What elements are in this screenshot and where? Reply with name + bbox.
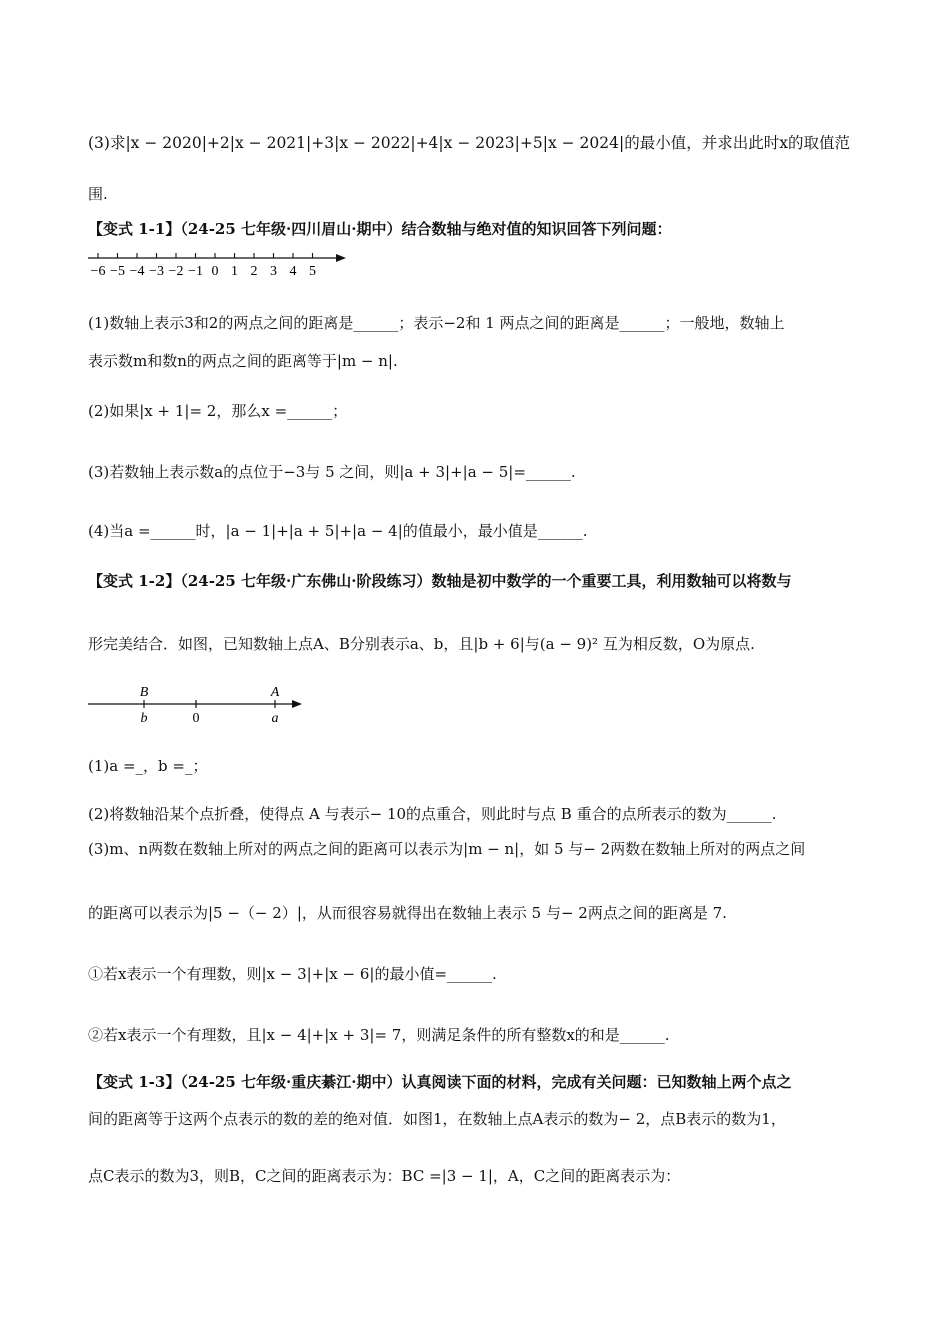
label-point-a: A [270, 685, 280, 700]
label-value-a: a [271, 711, 279, 726]
v12-q3-sub2: ②若x表示一个有理数，且|x − 4|+|x + 3|= 7，则满足条件的所有整数x的和是______. [88, 1026, 670, 1044]
number-line-1-tick-label: −5 [110, 264, 125, 279]
q4-line: (4)当a =______时，|a − 1|+|a + 5|+|a − 4|的值最小，最小值是______. [88, 522, 588, 540]
number-line-2 [86, 680, 316, 730]
number-line-1 [84, 244, 354, 280]
label-origin: 0 [192, 711, 200, 726]
q1-line1: (1)数轴上表示3和2的两点之间的距离是______；表示−2和 1 两点之间的距离是______；一般地，数轴上 [88, 314, 785, 332]
variant-1-1-heading: 【变式 1-1】（24-25 七年级·四川眉山·期中）结合数轴与绝对值的知识回答下列问题： [88, 220, 672, 238]
v12-q3-line1: (3)m、n两数在数轴上所对的两点之间的距离可以表示为|m − n|，如 5 与− 2两数在数轴上所对的两点之间 [88, 840, 806, 858]
number-line-1-axis [88, 254, 346, 262]
number-line-1-tick-label: −2 [168, 264, 184, 279]
problem-3-line2: 围. [88, 185, 108, 203]
number-line-1-tick-label: 5 [309, 264, 316, 279]
number-line-1-tick-label: −6 [90, 264, 106, 279]
variant-1-3-heading: 【变式 1-3】（24-25 七年级·重庆綦江·期中）认真阅读下面的材料，完成有关问题：已知数轴上两个点之 [88, 1073, 792, 1091]
number-line-1-tick-label: 3 [270, 264, 277, 279]
number-line-1-tick-label: −1 [188, 264, 203, 279]
variant-1-2-heading: 【变式 1-2】（24-25 七年级·广东佛山·阶段练习）数轴是初中数学的一个重要工具，利用数轴可以将数与 [88, 572, 792, 590]
v12-q2-line: (2)将数轴沿某个点折叠，使得点 A 与表示− 10的点重合，则此时与点 B 重合的点所表示的数为______. [88, 805, 777, 823]
v12-q1-line: (1)a =_，b =_； [88, 757, 208, 775]
number-line-1-tick-label: 0 [211, 264, 219, 279]
number-line-1-tick-label: 1 [231, 264, 238, 279]
label-value-b: b [140, 711, 148, 726]
q3-line: (3)若数轴上表示数a的点位于−3与 5 之间，则|a + 3|+|a − 5|=______. [88, 463, 576, 481]
v12-q3-sub1: ①若x表示一个有理数，则|x − 3|+|x − 6|的最小值=______. [88, 965, 497, 983]
variant-1-3-line3: 点C表示的数为3，则B，C之间的距离表示为：BC =|3 − 1|，A，C之间的距离表示为： [88, 1167, 681, 1185]
number-line-2-axis [88, 700, 302, 708]
q2-line: (2)如果|x + 1|= 2，那么x =______； [88, 402, 348, 420]
number-line-1-tick-label: −4 [129, 264, 145, 279]
q1-line2: 表示数m和数n的两点之间的距离等于|m − n|. [88, 352, 398, 370]
number-line-1-tick-label: 4 [289, 264, 297, 279]
variant-1-2-line2: 形完美结合．如图，已知数轴上点A、B分别表示a、b，且|b + 6|与(a − 9)² 互为相反数，O为原点. [88, 635, 755, 653]
number-line-1-tick-label: −3 [149, 264, 164, 279]
variant-1-3-line2: 间的距离等于这两个点表示的数的差的绝对值．如图1，在数轴上点A表示的数为− 2，点B表示的数为1， [88, 1110, 786, 1128]
label-point-b: B [139, 685, 149, 700]
number-line-1-tick-label: 2 [250, 264, 258, 279]
problem-3-line1: (3)求|x − 2020|+2|x − 2021|+3|x − 2022|+4|x − 2023|+5|x − 2024|的最小值，并求出此时x的取值范 [88, 134, 850, 152]
v12-q3-line2: 的距离可以表示为|5 −（− 2）|，从而很容易就得出在数轴上表示 5 与− 2两点之间的距离是 7. [88, 904, 727, 922]
